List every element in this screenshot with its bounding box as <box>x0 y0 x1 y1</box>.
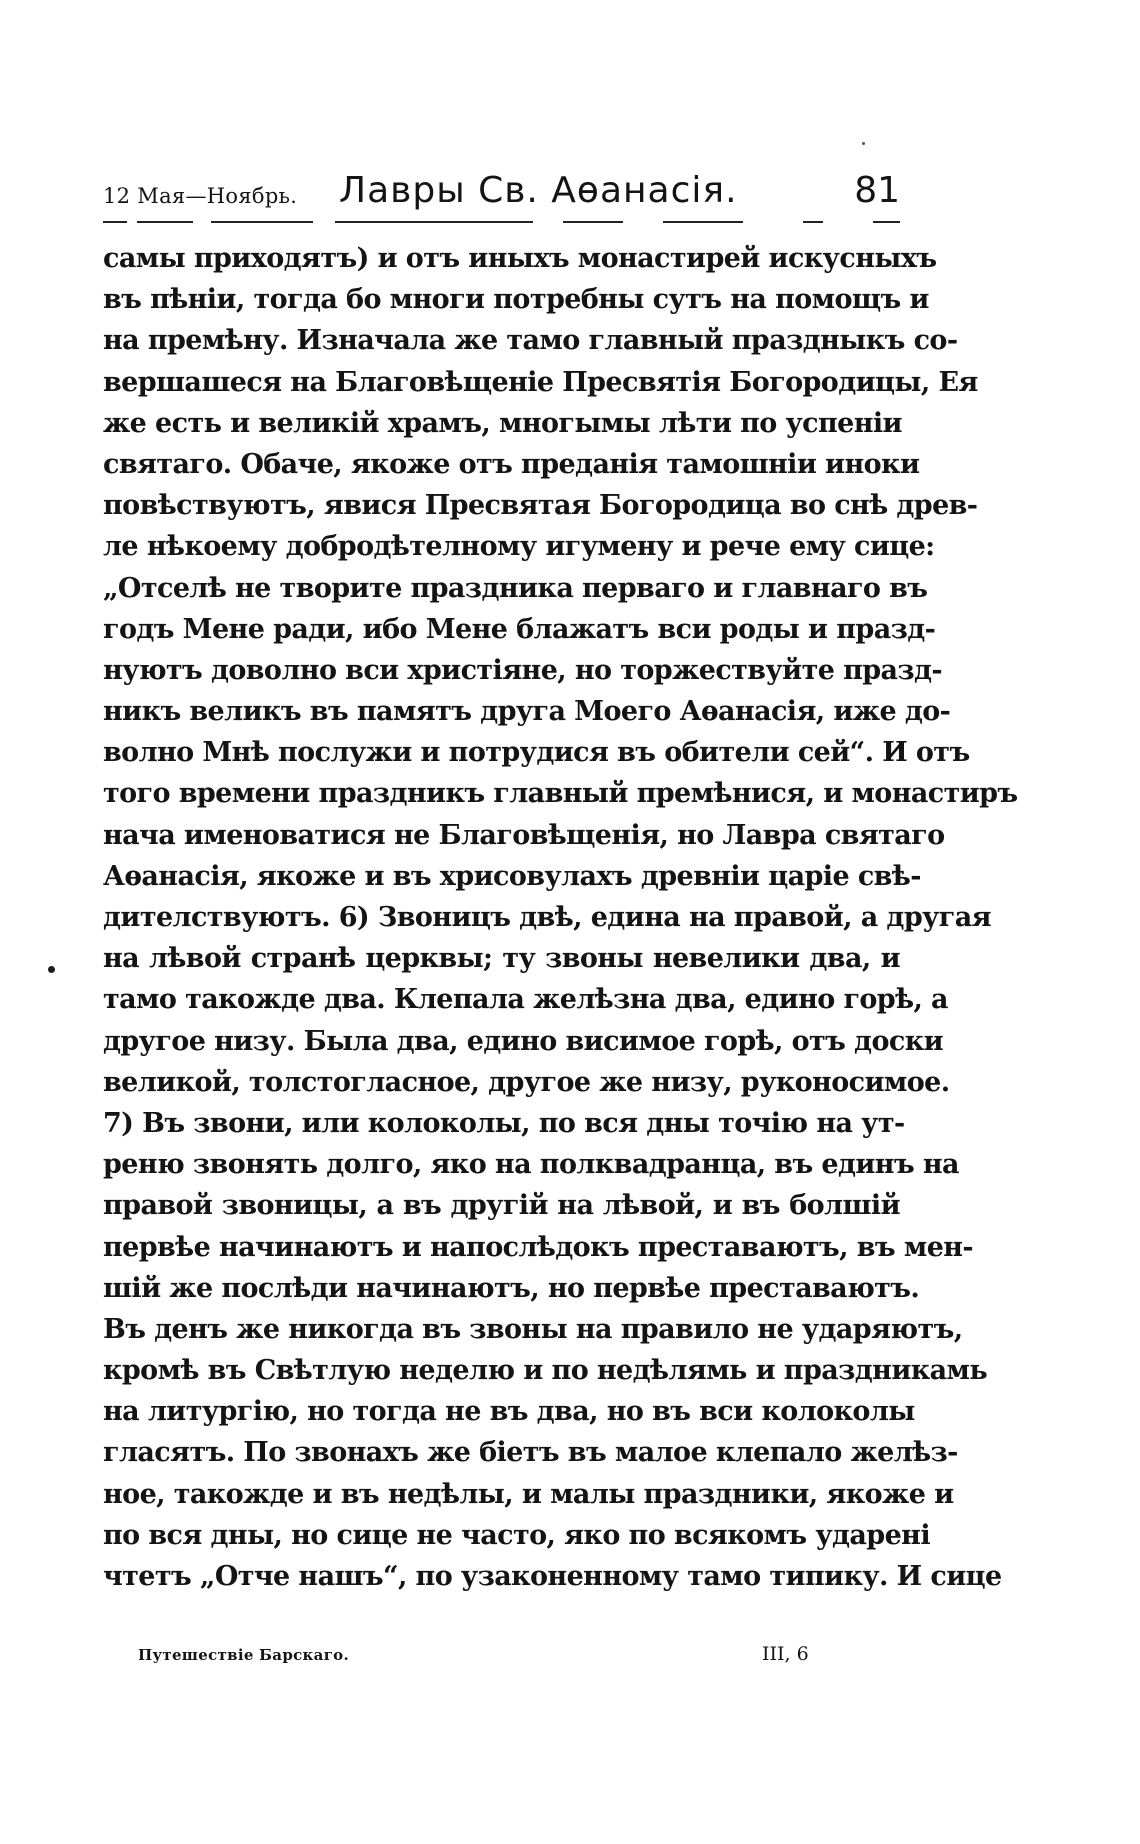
text-line: великой, толстогласное, другое же низу, руконосимое. <box>103 1066 950 1098</box>
footer-book-title: Путешествіе Барскаго. <box>138 1646 350 1664</box>
text-line: по вся дны, но сице не часто, яко по всякомъ ударені <box>103 1519 930 1551</box>
header-date-range: 12 Мая—Ноябрь. <box>103 184 298 208</box>
text-line: никъ великъ въ памятъ друга Моего Аѳанасія, иже до- <box>103 696 951 728</box>
text-line: гласятъ. По звонахъ же біетъ въ малое клепало желѣз- <box>103 1437 958 1469</box>
text-line: годъ Мене ради, ибо Мене блажатъ вси роды и празд- <box>103 613 936 645</box>
running-header <box>103 170 900 218</box>
text-line: тамо такожде два. Клепала желѣзна два, едино горѣ, а <box>103 984 948 1016</box>
text-line: же есть и великій храмъ, многымы лѣти по успеніи <box>103 407 902 439</box>
text-line: вершашеся на Благовѣщеніе Пресвятія Богородицы, Ея <box>103 366 978 398</box>
text-line: повѣствуютъ, явися Пресвятая Богородица во снѣ древ- <box>103 490 978 522</box>
text-line: самы приходятъ) и отъ иныхъ монастирей искусныхъ <box>103 243 937 274</box>
body-text <box>103 238 1018 1597</box>
text-line: на литургію, но тогда не въ два, но въ вси колоколы <box>103 1396 915 1428</box>
stray-ink-mark <box>862 142 865 145</box>
text-line: „Отселѣ не творите праздника перваго и главнаго въ <box>103 572 928 604</box>
header-rule <box>103 221 900 223</box>
page-footer <box>138 1643 838 1676</box>
text-line: въ пѣніи, тогда бо многи потребны сутъ на помощъ и <box>103 284 929 316</box>
text-line: святаго. Обаче, якоже отъ преданія тамошніи иноки <box>103 448 920 480</box>
text-line: нача именоватися не Благовѣщенія, но Лавра святаго <box>103 819 945 851</box>
text-line: ное, такожде и въ недѣлы, и малы праздники, якоже и <box>103 1478 954 1510</box>
header-title: Лавры Св. Аѳанасія. <box>339 170 738 211</box>
text-line: нуютъ доволно вси христіяне, но торжествуйте празд- <box>103 654 943 686</box>
text-line: шій же послѣди начинаютъ, но первѣе преставаютъ. <box>103 1272 920 1304</box>
text-line: на лѣвой странѣ церквы; ту звоны невелики два, и <box>103 943 900 975</box>
text-line: волно Мнѣ послужи и потрудися въ обители сей“. И отъ <box>103 737 970 769</box>
text-line: ле нѣкоему добродѣтелному игумену и рече ему сице: <box>103 531 935 563</box>
margin-dot-mark <box>48 966 55 973</box>
text-line: на премѣну. Изначала же тамо главный праздныкъ со- <box>103 325 958 357</box>
text-line: 7) Въ звони, или колоколы, по вся дны точію на ут- <box>103 1107 905 1139</box>
text-line: реню звонять долго, яко на полквадранца, въ единъ на <box>103 1149 959 1181</box>
text-line: первѣе начинаютъ и напослѣдокъ преставаютъ, въ мен- <box>103 1231 974 1263</box>
footer-signature-mark: III, 6 <box>762 1643 809 1665</box>
text-line: кромѣ въ Свѣтлую неделю и по недѣлямь и праздникамь <box>103 1355 988 1387</box>
text-line: дителствуютъ. 6) Звоницъ двѣ, едина на правой, а другая <box>103 902 991 933</box>
text-line: того времени праздникъ главный премѣнися, и монастиръ <box>103 778 1018 810</box>
text-line: Аѳанасія, якоже и въ хрисовулахъ древніи царіе свѣ- <box>103 860 921 892</box>
text-line: другое низу. Была два, едино висимое горѣ, отъ доски <box>103 1025 944 1057</box>
text-line: Въ денъ же никогда въ звоны на правило не ударяютъ, <box>103 1313 963 1345</box>
page-number: 81 <box>854 170 900 211</box>
text-line: чтетъ „Отче нашъ“, по узаконенному тамо типику. И сице <box>103 1561 1002 1592</box>
text-line: правой звоницы, а въ другій на лѣвой, и въ болшій <box>103 1190 900 1222</box>
